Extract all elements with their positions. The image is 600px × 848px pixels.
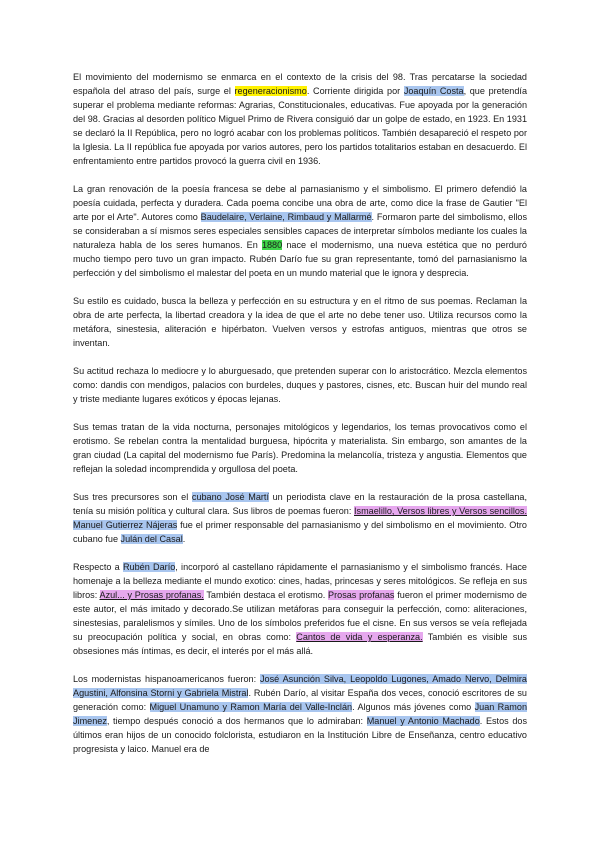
text-run: . Estos dos últimos eran hijos de un conocido folclorista, estudiaron en la Institución Libre de Enseñanza, centro educativo progresista y laico. Manuel era de	[73, 716, 527, 754]
paragraph	[73, 672, 527, 756]
highlighted-text: Manuel Gutierrez Nájeras	[73, 520, 178, 530]
highlighted-text: Julán del Casal	[120, 534, 183, 544]
text-run: El movimiento del modernismo se enmarca en el contexto de la crisis del 98. Tras percatarse la sociedad española del atraso del país, surge el	[73, 72, 527, 96]
text-run: También es visible sus obsesiones más íntimas, es decir, el interés por el más allá.	[73, 632, 527, 656]
document-body	[73, 70, 527, 770]
text-run: , que pretendía superar el problema mediante reformas: Agrarias, Constitucionales, educativas. Fue apoyada por la generación del 98. Gracias al desorden político Miguel Primo de Rivera consiguió dar un golpe de estado, en 1923. En 1931 se declaró la II República, pero no logró acabar con los problemas políticos. También desapareció el respeto por la Iglesia. La II república fue apoyada por varios autores, pero los partidos totalitarios estaban en desacuerdo. El enfrentamiento entre partidos provocó la guerra civil en 1936.	[73, 86, 527, 166]
text-run: Sus temas tratan de la vida nocturna, personajes mitológicos y legendarios, los temas provocativos como el erotismo. Se rebelan contra la mentalidad burguesa, hipócrita y materialista. Sin embargo, son amantes de la gran ciudad (La capital del modernismo fue París). Predomina la melancolía, tristeza y angustia. Elementos que reflejan la soledad incomprendida y orgullosa del poeta.	[73, 422, 527, 474]
text-run: , tiempo después conoció a dos hermanos que lo admiraban:	[106, 716, 367, 726]
paragraph	[73, 70, 527, 168]
text-run: .	[182, 534, 186, 544]
text-run: Su actitud rechaza lo mediocre y lo aburguesado, que pretenden superar con lo aristocrático. Mezcla elementos como: dandis con mendigos, palacios con burdeles, duques y pastores, cisnes, etc. Buscan huir del mundo real y triste mediante lugares exóticos y épocas lejanas.	[73, 366, 527, 404]
text-run: un periodista clave en la restauración de la prosa castellana, tenía su misión política y cultural clara. Sus libros de poemas fueron:	[73, 492, 527, 516]
highlighted-text: regeneracionismo	[234, 86, 307, 96]
highlighted-text: Rubén Darío	[122, 562, 176, 572]
text-run: Su estilo es cuidado, busca la belleza y perfección en su estructura y en el ritmo de sus poemas. Reclaman la obra de arte perfecta, la libertad creadora y la idea de que el arte no debe tener uso. Utiliza recursos como la metáfora, sinestesia, aliteración e hipérbaton. Vuelven versos y estrofas antiguos, mientras que otros se inventan.	[73, 296, 527, 348]
highlighted-text: Ismaelillo, Versos libres y Versos sencillos.	[354, 506, 527, 516]
text-run: . Corriente dirigida por	[306, 86, 404, 96]
paragraph	[73, 182, 527, 280]
highlighted-text: Miguel Unamuno y Ramon María del Valle-Inclán	[149, 702, 353, 712]
highlighted-text: Azul... y Prosas profanas.	[99, 590, 204, 600]
paragraph	[73, 364, 527, 406]
text-run: . Rubén Darío, al visitar España dos veces, conoció escritores de su generación como:	[73, 688, 527, 712]
highlighted-text: 1880	[261, 240, 283, 250]
highlighted-text: Joaquín Costa	[403, 86, 464, 96]
text-run: También destaca el erotismo.	[203, 590, 329, 600]
paragraph	[73, 420, 527, 476]
highlighted-text: cubano José Martí	[191, 492, 269, 502]
text-run: . Formaron parte del simbolismo, ellos se consideraban a sí mismos seres especiales sensibles capaces de interpretar símbolos mediante los cuales la naturaleza habla de los seres humanos. En	[73, 212, 527, 250]
text-run: Los modernistas hispanoamericanos fueron:	[73, 674, 260, 684]
text-run: nace el modernismo, una nueva estética que no perduró mucho tiempo pero tuvo un gran impacto. Rubén Darío fue su gran representante, tomó del parnasianismo la perfección y del simbolismo el malestar del poeta en un mundo material que le ignora y desprecia.	[73, 240, 527, 278]
text-run: fueron el primer modernismo de este autor, el más imitado y decorado.Se utilizan metáforas para conseguir la perfección, como: aliteraciones, sinestesias, paralelismos y símiles. Uno de los símbolos preferidos fue el cisne. En sus versos se veía reflejada su preocupación política y social, en obras como:	[73, 590, 527, 642]
text-run: Sus tres precursores son el	[73, 492, 192, 502]
text-run: La gran renovación de la poesía francesa se debe al parnasianismo y el simbolismo. El primero defendió la poesía cuidada, perfecta y duradera. Cada poema concibe una obra de arte, como dice la frase de Gautier "El arte por el Arte". Autores como	[73, 184, 527, 222]
text-run: Respecto a	[73, 562, 123, 572]
text-run: , incorporó al castellano rápidamente el parnasianismo y el simbolismo francés. Hace homenaje a la belleza mediante el mundo exotico: cines, hadas, princesas y seres mitológicos. Se refleja en sus libros:	[73, 562, 527, 600]
highlighted-text: Baudelaire, Verlaine, Rimbaud y Mallarmé	[200, 212, 372, 222]
highlighted-text: Manuel y Antonio Machado	[366, 716, 480, 726]
highlighted-text: Cantos de vida y esperanza.	[296, 632, 423, 642]
paragraph	[73, 560, 527, 658]
text-run: fue el primer responsable del parnasianismo y del simbolismo en el movimiento. Otro cubano fue	[73, 520, 527, 544]
highlighted-text: José Asunción Silva, Leopoldo Lugones, Amado Nervo, Delmira Agustini, Alfonsina Storni y Gabriela Mistral	[73, 674, 527, 698]
highlighted-text: Juan Ramon Jimenez	[73, 702, 528, 726]
paragraph	[73, 294, 527, 350]
highlighted-text: Prosas profanas	[328, 590, 395, 600]
paragraph	[73, 490, 527, 546]
text-run: . Algunos más jóvenes como	[352, 702, 475, 712]
